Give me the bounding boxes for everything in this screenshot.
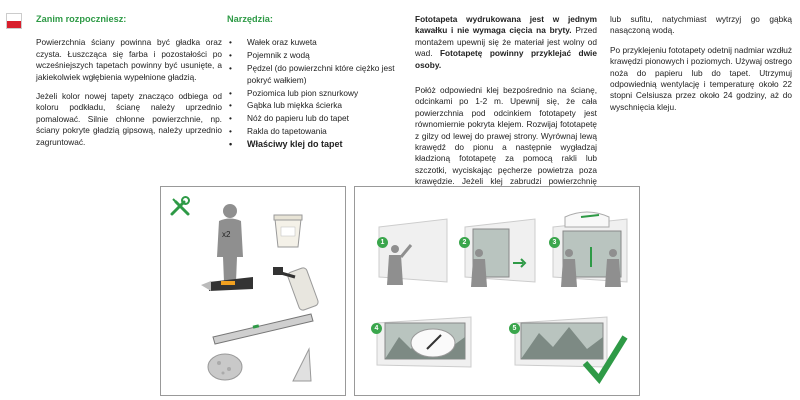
tools-illustration bbox=[161, 187, 347, 397]
before-you-start-heading: Zanim rozpoczniesz: bbox=[36, 14, 127, 24]
list-item: • Właściwy klej do tapet bbox=[227, 139, 397, 150]
step-2-illustration bbox=[465, 219, 535, 287]
list-item: • Rakla do tapetowania bbox=[227, 126, 397, 137]
intro-normal: Przed montażem upewnij się że materiał jest wolny od wad. bbox=[415, 25, 597, 59]
tools-list bbox=[227, 37, 397, 150]
sponge-icon bbox=[208, 354, 242, 380]
primer-paragraph: Jeżeli kolor nowej tapety znacząco odbiega od koloru podkładu, ścianę należy uprzednio pomalować. Silnie chłonne powierzchnie, np. ściany pokryte gładzią gipsową, należy uprzednio zagruntować. bbox=[36, 91, 222, 147]
step-number-badge: 5 bbox=[509, 323, 520, 334]
paint-roller-icon bbox=[273, 267, 319, 311]
step-number-badge: 1 bbox=[377, 237, 388, 248]
step-number-badge: 3 bbox=[549, 237, 560, 248]
instructions-continued bbox=[610, 14, 792, 121]
person-count-label: x2 bbox=[222, 230, 231, 239]
spirit-level-icon bbox=[213, 314, 313, 344]
step-4-illustration bbox=[377, 317, 471, 367]
tools-illustration-panel bbox=[160, 186, 346, 396]
smoothing-spatula-icon bbox=[293, 349, 311, 381]
step-number-badge: 4 bbox=[371, 323, 382, 334]
list-item: • Pędzel (do powierzchni które ciężko jest pokryć wałkiem) bbox=[227, 63, 397, 86]
intro-bold-1: Fototapeta wydrukowana jest w jednym kawałku i nie wymaga cięcia na bryty. bbox=[415, 14, 597, 36]
gluing-paragraph: Połóż odpowiedni klej bezpośrednio na ścianę, odcinkami po 1-2 m. Upewnij się, że cała powierzchnia pod odcinkiem fototapety jest równomiernie pokryta klejem. Rozwijaj fototapetę z gilzy od lewej do prawej strony. Wyrównaj lewą krawędź do pionu a następnie wygładzaj kładzioną fototapetę za pomocą rakli lub szczotki, wyciskając pęcherze powietrza poza krawędzie. Jeżeli klej zabrudzi powierzchnię bbox=[415, 85, 597, 187]
tools-section bbox=[227, 14, 397, 152]
list-item: • Nóż do papieru lub do tapet bbox=[227, 113, 397, 124]
instructions-intro bbox=[415, 14, 597, 71]
glue-bucket-icon bbox=[274, 215, 302, 247]
intro-bold-2: Fototapetę powinny przyklejać dwie osoby. bbox=[415, 48, 597, 70]
step-1-illustration bbox=[379, 219, 447, 285]
person-icon bbox=[217, 204, 243, 282]
step-3-illustration bbox=[553, 212, 627, 287]
step-number-badge: 2 bbox=[459, 237, 470, 248]
list-item: • Wałek oraz kuweta bbox=[227, 37, 397, 48]
steps-illustration-panel bbox=[354, 186, 640, 396]
list-item: • Pojemnik z wodą bbox=[227, 50, 397, 61]
surface-paragraph: Powierzchnia ściany powinna być gładka oraz czysta. Łuszcząca się farba i pozostałości po wcześniejszych tapetach powinny być usunięte, a jakiekolwiek wgłębienia wypełnione gładzią. bbox=[36, 37, 222, 82]
list-item: • Poziomica lub pion sznurkowy bbox=[227, 88, 397, 99]
before-you-start-section bbox=[36, 14, 222, 156]
list-item: • Gąbka lub miękka ścierka bbox=[227, 100, 397, 111]
steps-illustration bbox=[355, 187, 641, 397]
instructions-section bbox=[415, 14, 597, 207]
polish-flag-icon bbox=[6, 13, 22, 29]
tools-heading: Narzędzia: bbox=[227, 14, 273, 24]
wipe-paragraph: lub sufitu, natychmiast wytrzyj go gąbką nasączoną wodą. bbox=[610, 14, 792, 36]
step-5-illustration bbox=[515, 317, 625, 379]
trim-paragraph: Po przyklejeniu fototapety odetnij nadmiar wzdłuż krawędzi pionowych i poziomych. Używaj ostrego noża do papieru lub do tapet. Utrzymuj odpowiednią wentylację i temperaturę około 22 stopni Celsiusza przez około 24 godziny, aż do wyschnięcia kleju. bbox=[610, 44, 792, 112]
